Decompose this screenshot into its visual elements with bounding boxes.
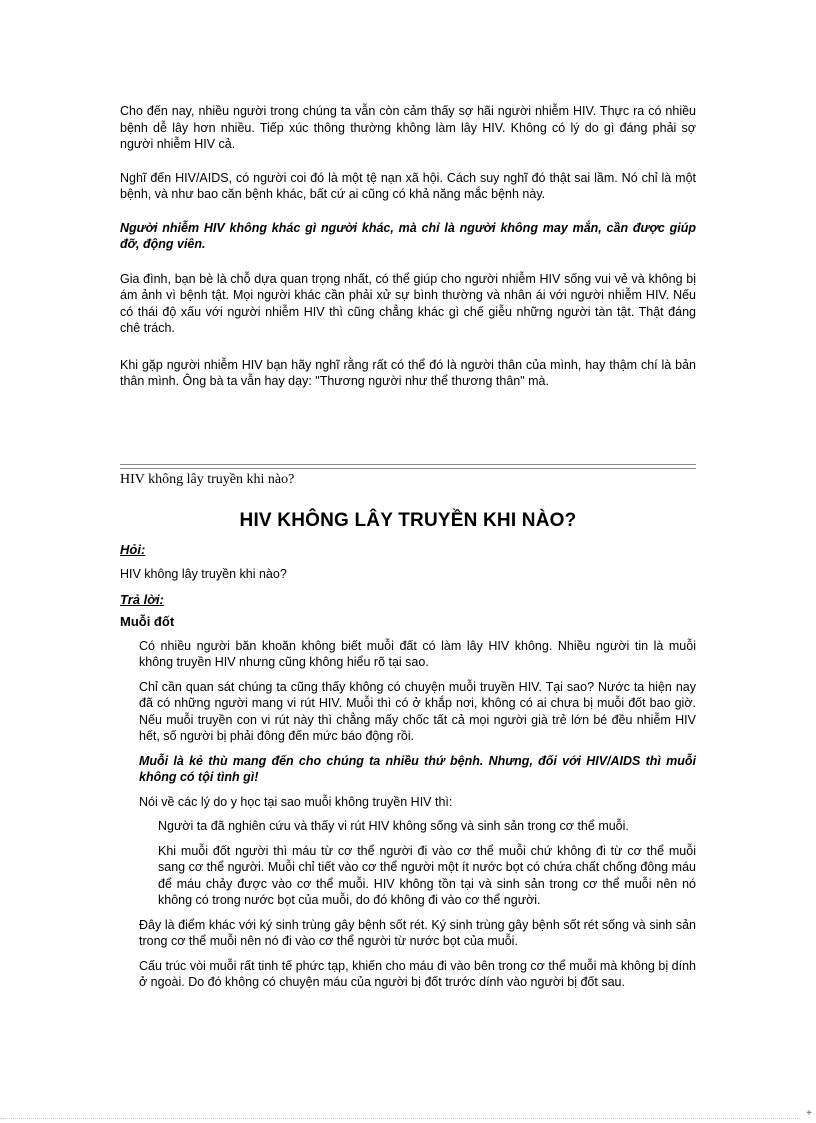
article-heading: HIV KHÔNG LÂY TRUYỀN KHI NÀO? xyxy=(239,510,577,531)
answer-paragraph-7: Đây là điểm khác với ký sinh trùng gây bệnh sốt rét. Ký sinh trùng gây bệnh sốt rét sống và sinh sản trong cơ thể muỗi nên nó đi vào cơ thể người từ nước bọt của muỗi. xyxy=(139,917,696,948)
question-label: Hỏi: xyxy=(120,542,146,557)
answer-paragraph-4: Nói về các lý do y học tại sao muỗi không truyền HIV thì: xyxy=(139,794,453,809)
answer-paragraph-1: Có nhiều người băn khoăn không biết muỗi đất có làm lây HIV không. Nhiều người tin là muỗi không truyền HIV nhưng cũng không hiểu rõ tại sao. xyxy=(139,638,696,669)
intro-block xyxy=(120,103,696,407)
intro-paragraph-2: Nghĩ đến HIV/AIDS, có người coi đó là một tệ nạn xã hội. Cách suy nghĩ đó thật sai lầm. Nó chỉ là một bệnh, và như bao căn bệnh khác, bất cứ ai cũng có khả năng mắc bệnh này. xyxy=(120,170,696,201)
page-bottom-edge xyxy=(0,1118,800,1119)
article-body xyxy=(120,542,696,991)
answer-label: Trả lời: xyxy=(120,591,164,607)
intro-paragraph-5: Khi gặp người nhiễm HIV bạn hãy nghĩ rằng rất có thể đó là người thân của mình, hay thậm chí là bản thân mình. Ông bà ta vẫn hay dạy: "Thương người như thể thương thân" mà. xyxy=(120,357,696,388)
intro-paragraph-1: Cho đến nay, nhiều người trong chúng ta vẫn còn cảm thấy sợ hãi người nhiễm HIV. Thực ra có nhiều bệnh dễ lây hơn nhiều. Tiếp xúc thông thường không làm lây HIV. Không có lý do gì đáng phải sợ người nhiễm HIV cả. xyxy=(120,104,696,151)
answer-paragraph-8: Cấu trúc vòi muỗi rất tinh tế phức tạp, khiến cho máu đi vào bên trong cơ thể muỗi mà không bị dính ở ngoài. Do đó không có chuyện máu của người bị đốt trước dính vào người bị đốt sau. xyxy=(139,958,696,989)
answer-paragraph-6: Khi muỗi đốt người thì máu từ cơ thể người đi vào cơ thể muỗi chứ không đi từ cơ thể muỗi sang cơ thể người. Muỗi chỉ tiết vào cơ thể người một ít nước bọt có chứa chất chống đông máu để máu chảy được vào cơ thể muỗi. HIV không tồn tại và sinh sản trong cơ thể muỗi nên nó không có trong nước bọt của muỗi, do đó không đi vào cơ thể người. xyxy=(158,843,696,907)
page-divider xyxy=(120,464,696,469)
answer-paragraph-2: Chỉ cần quan sát chúng ta cũng thấy không có chuyện muỗi truyền HIV. Tại sao? Nước ta hiện nay đã có những người mang vi rút HIV. Muỗi thì có ở khắp nơi, không có ai chưa bị muỗi đốt bao giờ. Nếu muỗi truyền con vi rút này thì chẳng mấy chốc tất cả mọi người già trẻ lớn bé đều nhiễm HIV hết, số người bị phải đông đến mức báo động rồi. xyxy=(139,679,696,743)
corner-mark: + xyxy=(806,1108,812,1119)
intro-paragraph-4: Gia đình, bạn bè là chỗ dựa quan trọng nhất, có thể giúp cho người nhiễm HIV sống vui vẻ và không bị ám ảnh vì bệnh tật. Mọi người khác cần phải xử sự bình thường và nhân ái với người nhiễm HIV. Nếu có thái độ xấu với người nhiễm HIV thì cũng chẳng khác gì chế giễu những người tàn tật. Thật đáng chê trách. xyxy=(120,271,696,335)
answer-emphasis: Muỗi là kẻ thù mang đến cho chúng ta nhiều thứ bệnh. Nhưng, đối với HIV/AIDS thì muỗi không có tội tình gì! xyxy=(139,753,696,784)
running-title: HIV không lây truyền khi nào? xyxy=(120,472,295,487)
intro-emphasis: Người nhiễm HIV không khác gì người khác, mà chỉ là người không may mắn, cần được giúp đỡ, động viên. xyxy=(120,220,696,251)
section-title: Muỗi đốt xyxy=(120,613,175,629)
answer-paragraph-5: Người ta đã nghiên cứu và thấy vi rút HIV không sống và sinh sản trong cơ thể muỗi. xyxy=(158,819,629,833)
question-text: HIV không lây truyền khi nào? xyxy=(120,567,287,581)
